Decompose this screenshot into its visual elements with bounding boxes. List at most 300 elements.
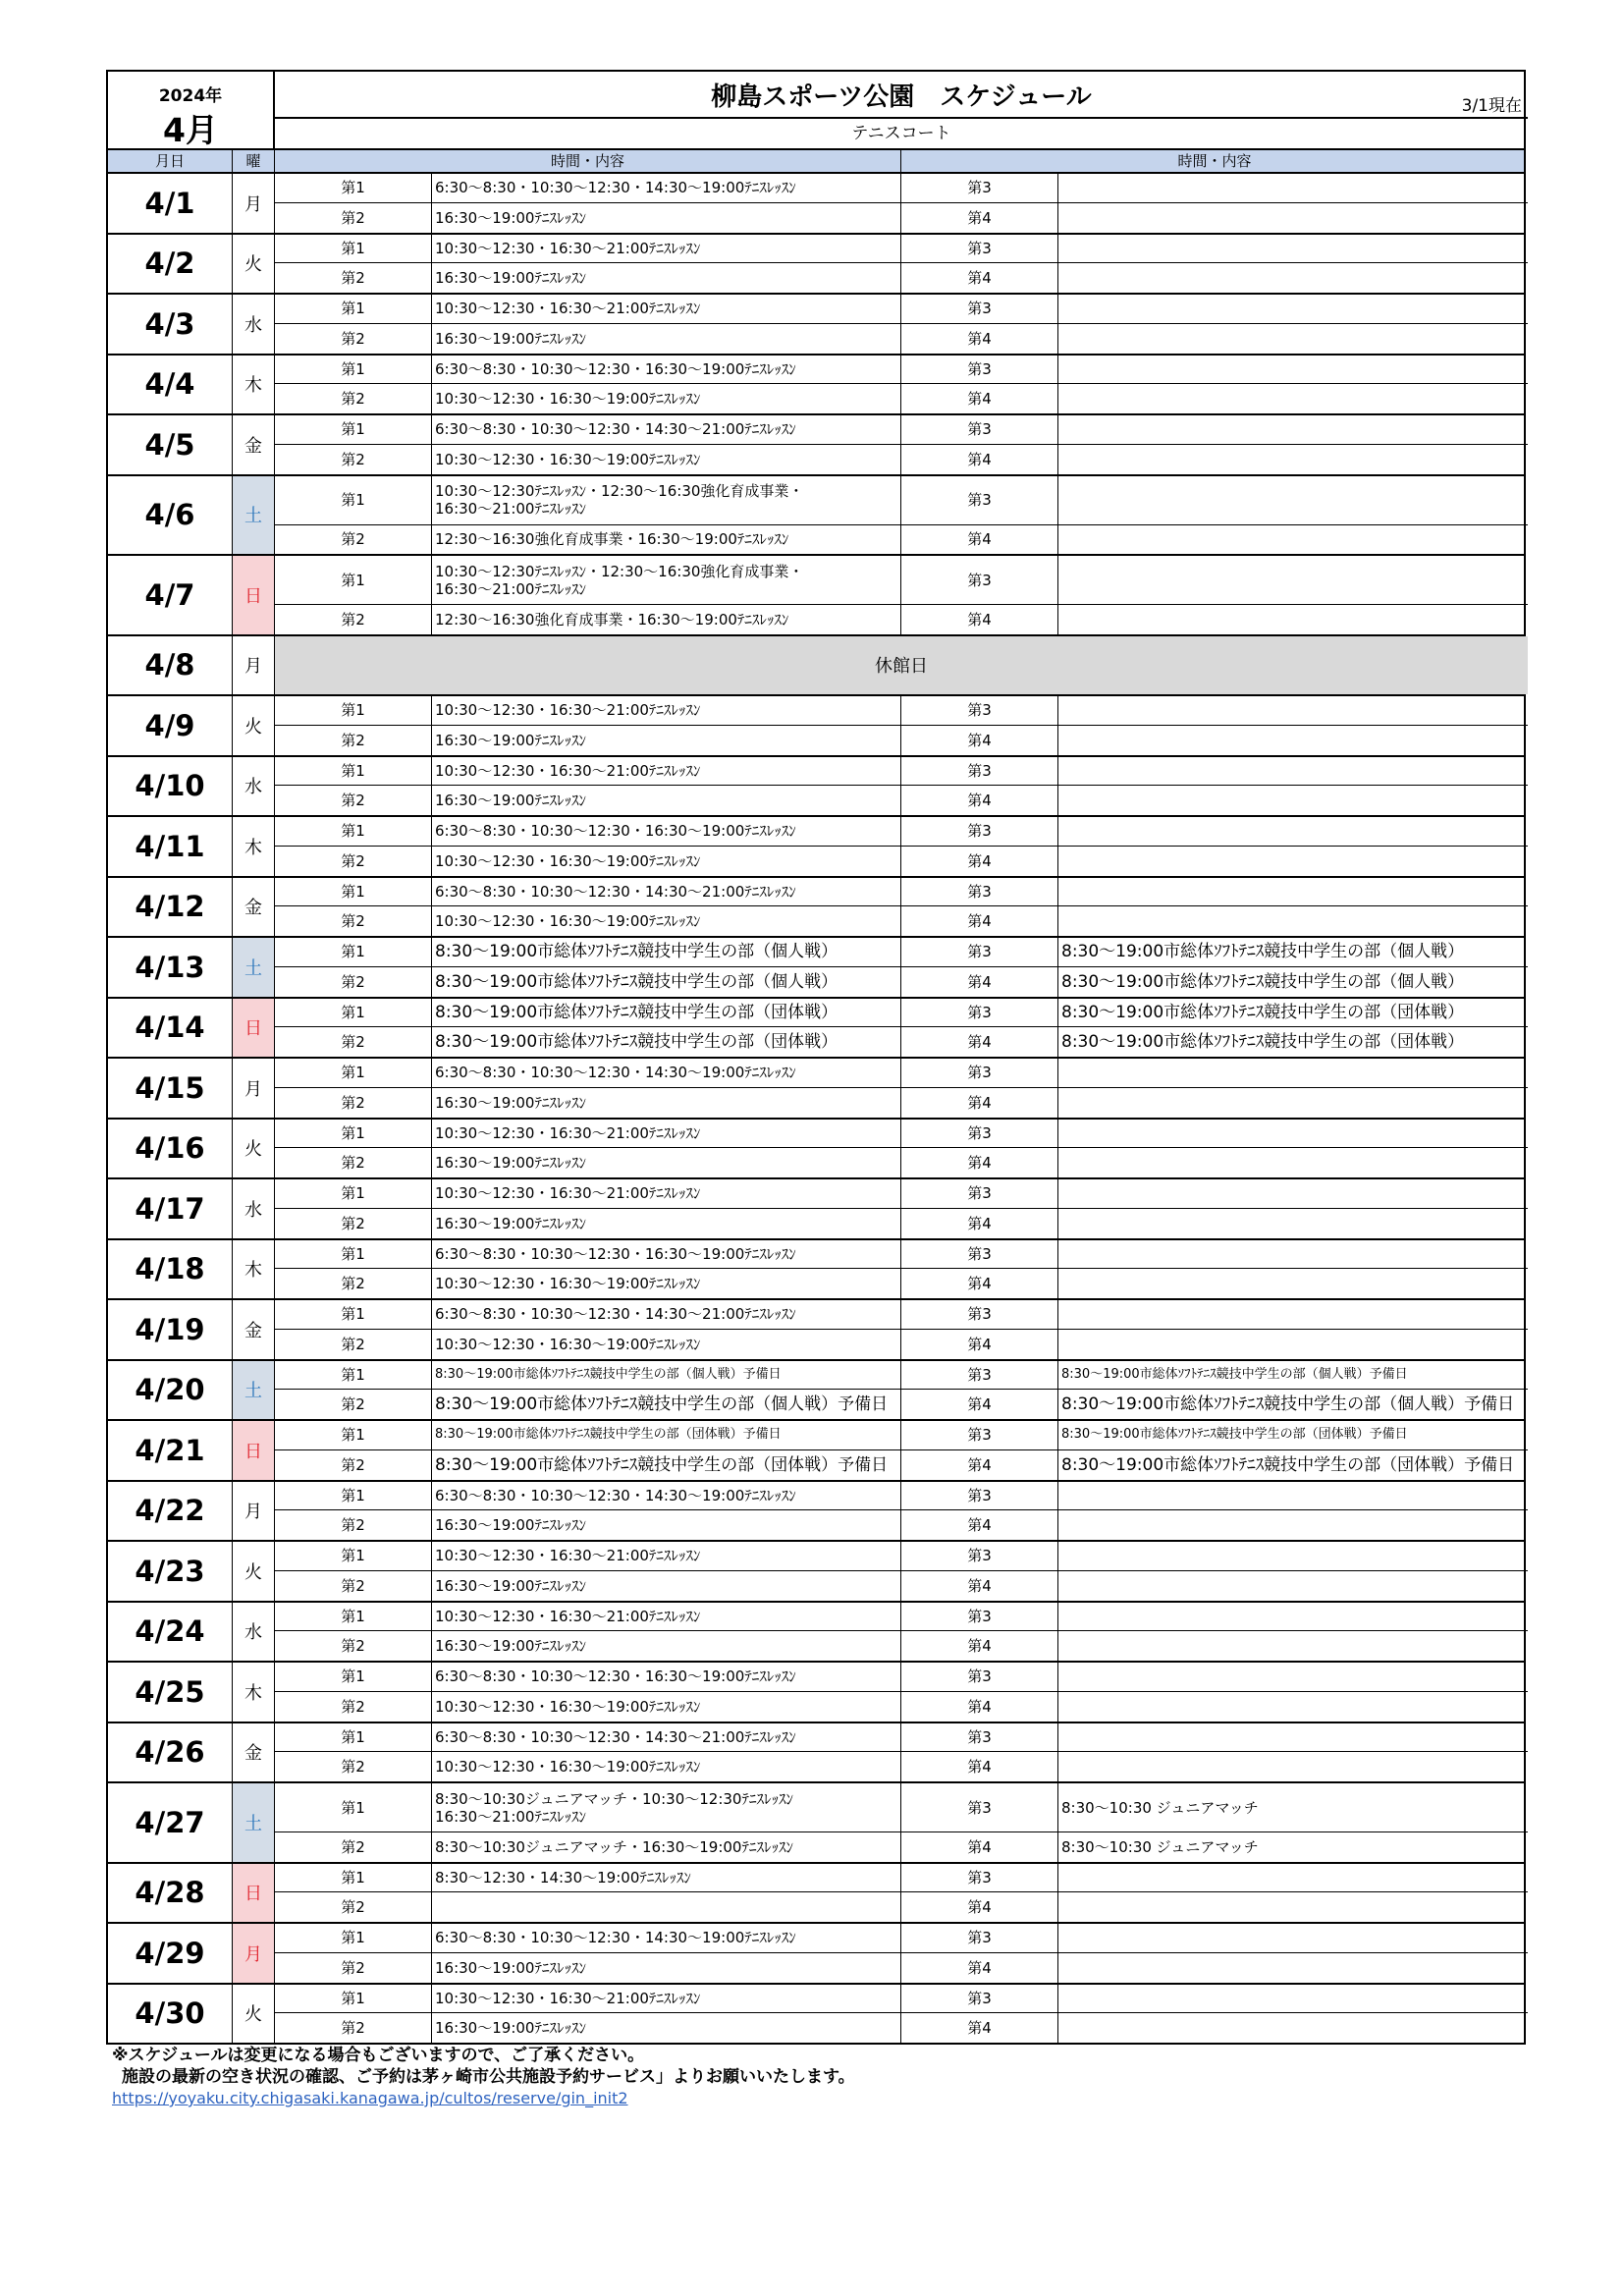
court-label: 第3 xyxy=(901,1421,1058,1449)
court-content: 12:30～16:30強化育成事業・16:30～19:00ﾃﾆｽﾚｯｽﾝ xyxy=(432,605,901,634)
court-schedule xyxy=(275,1240,1528,1299)
court-label: 第3 xyxy=(901,1723,1058,1752)
court-label: 第2 xyxy=(275,1390,432,1419)
court-content xyxy=(1058,906,1528,936)
court-content xyxy=(1058,384,1528,413)
day-row xyxy=(106,355,1526,416)
court-schedule xyxy=(275,235,1528,294)
court-content: 8:30～19:00市総体ｿﾌﾄﾃﾆｽ競技中学生の部（団体戦）予備日 xyxy=(1061,1427,1408,1443)
court-content: 6:30～8:30・10:30～12:30・14:30～19:00ﾃﾆｽﾚｯｽﾝ xyxy=(432,1482,901,1510)
court-label: 第4 xyxy=(901,2013,1058,2043)
day-row xyxy=(106,1421,1526,1482)
court-content: 10:30～12:30ﾃﾆｽﾚｯｽﾝ・12:30～16:30強化育成事業・ 16:30～21:00ﾃﾆｽﾚｯｽﾝ xyxy=(432,556,901,604)
court-label: 第2 xyxy=(275,1832,432,1862)
court-label: 第1 xyxy=(275,1300,432,1329)
court-content: 8:30～19:00市総体ｿﾌﾄﾃﾆｽ競技中学生の部（団体戦） xyxy=(432,999,901,1027)
court-content xyxy=(1058,1571,1528,1601)
court-label: 第1 xyxy=(275,235,432,263)
day-row xyxy=(106,174,1526,235)
day-of-week: 木 xyxy=(233,355,275,414)
court-content xyxy=(1058,1300,1528,1329)
court-pair-row xyxy=(275,1692,1528,1722)
court-label: 第4 xyxy=(901,786,1058,815)
day-of-week: 月 xyxy=(233,636,275,695)
court-label: 第4 xyxy=(901,1510,1058,1540)
court-schedule xyxy=(275,1603,1528,1662)
court-content: 10:30～12:30・16:30～21:00ﾃﾆｽﾚｯｽﾝ xyxy=(432,1985,901,2013)
court-content xyxy=(1058,203,1528,233)
court-content xyxy=(1058,1482,1528,1510)
day-date: 4/20 xyxy=(108,1361,233,1420)
column-header-dow: 曜 xyxy=(233,150,275,172)
court-pair-row xyxy=(275,1059,1528,1088)
day-row xyxy=(106,1723,1526,1784)
court-label: 第3 xyxy=(901,696,1058,725)
court-pair-row xyxy=(275,1390,1528,1419)
court-content xyxy=(1058,556,1528,604)
court-pair-row xyxy=(275,1361,1528,1391)
day-of-week: 水 xyxy=(233,295,275,354)
court-label: 第1 xyxy=(275,1240,432,1269)
court-content xyxy=(1058,1120,1528,1148)
court-content: 8:30～19:00市総体ｿﾌﾄﾃﾆｽ競技中学生の部（団体戦） xyxy=(1061,1032,1465,1053)
court-schedule xyxy=(275,878,1528,937)
court-pair-row xyxy=(275,1300,1528,1330)
court-content xyxy=(1058,2013,1528,2043)
day-of-week: 日 xyxy=(233,1864,275,1923)
day-date: 4/18 xyxy=(108,1240,233,1299)
court-content: 8:30～10:30 ジュニアマッチ xyxy=(1061,1798,1259,1817)
day-of-week: 月 xyxy=(233,174,275,233)
court-label: 第2 xyxy=(275,1330,432,1359)
court-label: 第4 xyxy=(901,847,1058,876)
court-content: 8:30～19:00市総体ｿﾌﾄﾃﾆｽ競技中学生の部（個人戦）予備日 xyxy=(432,1361,901,1390)
day-date: 4/2 xyxy=(108,235,233,294)
court-label: 第1 xyxy=(275,1924,432,1952)
day-date: 4/10 xyxy=(108,757,233,816)
day-row xyxy=(106,1542,1526,1603)
court-label: 第4 xyxy=(901,726,1058,755)
page-title: 柳島スポーツ公園 スケジュール xyxy=(275,78,1528,119)
court-content: 16:30～19:00ﾃﾆｽﾚｯｽﾝ xyxy=(432,1088,901,1118)
court-label: 第3 xyxy=(901,476,1058,524)
court-pair-row xyxy=(275,999,1528,1028)
court-schedule xyxy=(275,1059,1528,1118)
note-change-disclaimer: ※スケジュールは変更になる場合もございますので、ご了承ください。 xyxy=(112,2046,645,2065)
day-date: 4/27 xyxy=(108,1783,233,1862)
court-content: 8:30～19:00市総体ｿﾌﾄﾃﾆｽ競技中学生の部（団体戦）予備日 xyxy=(1061,1454,1515,1475)
court-pair-row xyxy=(275,525,1528,555)
day-row xyxy=(106,1663,1526,1723)
court-content: 12:30～16:30強化育成事業・16:30～19:00ﾃﾆｽﾚｯｽﾝ xyxy=(432,525,901,555)
court-content: 6:30～8:30・10:30～12:30・14:30～19:00ﾃﾆｽﾚｯｽﾝ xyxy=(432,174,901,202)
court-pair-row xyxy=(275,556,1528,605)
day-date: 4/24 xyxy=(108,1603,233,1662)
court-label: 第3 xyxy=(901,415,1058,444)
court-content: 6:30～8:30・10:30～12:30・14:30～21:00ﾃﾆｽﾚｯｽﾝ xyxy=(432,1723,901,1752)
day-of-week: 火 xyxy=(233,1542,275,1601)
court-label: 第2 xyxy=(275,1631,432,1661)
day-date: 4/28 xyxy=(108,1864,233,1923)
court-schedule xyxy=(275,938,1528,997)
day-of-week: 木 xyxy=(233,1663,275,1722)
court-pair-row xyxy=(275,2013,1528,2043)
court-pair-row xyxy=(275,1924,1528,1953)
court-label: 第3 xyxy=(901,1059,1058,1087)
court-label: 第3 xyxy=(901,1864,1058,1892)
day-date: 4/9 xyxy=(108,696,233,755)
day-of-week: 月 xyxy=(233,1482,275,1541)
court-label: 第1 xyxy=(275,878,432,906)
court-content: 10:30～12:30・16:30～21:00ﾃﾆｽﾚｯｽﾝ xyxy=(432,1120,901,1148)
court-content xyxy=(1058,295,1528,323)
court-content: 10:30～12:30・16:30～21:00ﾃﾆｽﾚｯｽﾝ xyxy=(432,696,901,725)
day-date: 4/8 xyxy=(108,636,233,695)
court-pair-row xyxy=(275,295,1528,324)
day-row xyxy=(106,757,1526,818)
court-schedule xyxy=(275,817,1528,876)
court-label: 第3 xyxy=(901,355,1058,384)
court-label: 第3 xyxy=(901,1985,1058,2013)
day-date: 4/29 xyxy=(108,1924,233,1983)
court-label: 第4 xyxy=(901,384,1058,413)
court-pair-row xyxy=(275,1088,1528,1118)
court-pair-row xyxy=(275,1723,1528,1753)
day-of-week: 金 xyxy=(233,878,275,937)
court-pair-row xyxy=(275,263,1528,293)
court-label: 第2 xyxy=(275,726,432,755)
court-label: 第4 xyxy=(901,906,1058,936)
court-pair-row xyxy=(275,847,1528,876)
court-content: 8:30～12:30・14:30～19:00ﾃﾆｽﾚｯｽﾝ xyxy=(432,1864,901,1892)
court-content: 6:30～8:30・10:30～12:30・14:30～21:00ﾃﾆｽﾚｯｽﾝ xyxy=(432,415,901,444)
court-content: 10:30～12:30・16:30～21:00ﾃﾆｽﾚｯｽﾝ xyxy=(432,1542,901,1570)
day-row xyxy=(106,696,1526,757)
court-label: 第2 xyxy=(275,1752,432,1781)
court-label: 第3 xyxy=(901,1924,1058,1952)
court-pair-row xyxy=(275,726,1528,755)
court-label: 第2 xyxy=(275,1953,432,1983)
court-content: 16:30～19:00ﾃﾆｽﾚｯｽﾝ xyxy=(432,1209,901,1238)
court-schedule xyxy=(275,1985,1528,2044)
court-content xyxy=(1058,235,1528,263)
court-content xyxy=(1058,1864,1528,1892)
day-date: 4/3 xyxy=(108,295,233,354)
title-cell xyxy=(275,72,1528,148)
court-schedule xyxy=(275,476,1528,555)
court-content xyxy=(1058,324,1528,354)
court-label: 第4 xyxy=(901,1752,1058,1781)
day-of-week: 火 xyxy=(233,235,275,294)
court-content: 8:30～19:00市総体ｿﾌﾄﾃﾆｽ競技中学生の部（個人戦） xyxy=(1061,942,1465,962)
court-label: 第3 xyxy=(901,1120,1058,1148)
court-pair-row xyxy=(275,967,1528,997)
court-content: 16:30～19:00ﾃﾆｽﾚｯｽﾝ xyxy=(432,1953,901,1983)
court-label: 第2 xyxy=(275,786,432,815)
court-schedule xyxy=(275,1179,1528,1238)
day-of-week: 日 xyxy=(233,556,275,634)
court-content: 10:30～12:30・16:30～21:00ﾃﾆｽﾚｯｽﾝ xyxy=(432,235,901,263)
court-schedule xyxy=(275,1924,1528,1983)
court-content xyxy=(1058,757,1528,786)
court-schedule xyxy=(275,1663,1528,1722)
court-pair-row xyxy=(275,203,1528,233)
column-header-content-right: 時間・内容 xyxy=(1177,152,1252,170)
court-content: 10:30～12:30・16:30～19:00ﾃﾆｽﾚｯｽﾝ xyxy=(432,1692,901,1722)
day-date: 4/23 xyxy=(108,1542,233,1601)
court-content: 8:30～10:30ジュニアマッチ・10:30～12:30ﾃﾆｽﾚｯｽﾝ 16:30～21:00ﾃﾆｽﾚｯｽﾝ xyxy=(432,1783,901,1831)
day-date: 4/21 xyxy=(108,1421,233,1480)
court-label: 第4 xyxy=(901,324,1058,354)
court-content: 10:30～12:30・16:30～19:00ﾃﾆｽﾚｯｽﾝ xyxy=(432,445,901,474)
court-label: 第2 xyxy=(275,324,432,354)
day-row xyxy=(106,295,1526,355)
court-content xyxy=(1058,415,1528,444)
court-pair-row xyxy=(275,1542,1528,1571)
day-date: 4/1 xyxy=(108,174,233,233)
court-content xyxy=(1058,1752,1528,1781)
court-label: 第4 xyxy=(901,967,1058,997)
court-content xyxy=(1058,1631,1528,1661)
court-pair-row xyxy=(275,1953,1528,1983)
court-pair-row xyxy=(275,786,1528,815)
day-date: 4/6 xyxy=(108,476,233,555)
court-label: 第4 xyxy=(901,1330,1058,1359)
court-content: 10:30～12:30・16:30～21:00ﾃﾆｽﾚｯｽﾝ xyxy=(432,1179,901,1208)
court-pair-row xyxy=(275,1330,1528,1359)
reservation-link[interactable]: https://yoyaku.city.chigasaki.kanagawa.jp/cultos/reserve/gin_init2 xyxy=(112,2089,628,2107)
court-content xyxy=(1058,1148,1528,1177)
court-pair-row xyxy=(275,1631,1528,1661)
court-label: 第1 xyxy=(275,355,432,384)
court-label: 第4 xyxy=(901,605,1058,634)
court-pair-row xyxy=(275,476,1528,525)
day-of-week: 水 xyxy=(233,1179,275,1238)
court-schedule xyxy=(275,556,1528,634)
court-pair-row xyxy=(275,605,1528,634)
court-content: 8:30～19:00市総体ｿﾌﾄﾃﾆｽ競技中学生の部（団体戦）予備日 xyxy=(432,1450,901,1480)
day-date: 4/22 xyxy=(108,1482,233,1541)
day-row xyxy=(106,817,1526,878)
court-label: 第1 xyxy=(275,817,432,846)
court-label: 第3 xyxy=(901,235,1058,263)
court-label: 第1 xyxy=(275,696,432,725)
court-content: 10:30～12:30・16:30～19:00ﾃﾆｽﾚｯｽﾝ xyxy=(432,1752,901,1781)
court-label: 第3 xyxy=(901,174,1058,202)
day-row xyxy=(106,1482,1526,1543)
day-date: 4/30 xyxy=(108,1985,233,2044)
day-date: 4/15 xyxy=(108,1059,233,1118)
court-label: 第4 xyxy=(901,1631,1058,1661)
court-label: 第1 xyxy=(275,1542,432,1570)
court-label: 第1 xyxy=(275,295,432,323)
court-content: 8:30～19:00市総体ｿﾌﾄﾃﾆｽ競技中学生の部（団体戦） xyxy=(1061,1002,1465,1022)
court-label: 第1 xyxy=(275,757,432,786)
day-row xyxy=(106,1864,1526,1925)
court-content xyxy=(1058,1209,1528,1238)
court-label: 第4 xyxy=(901,1027,1058,1057)
day-row xyxy=(106,1240,1526,1301)
court-content xyxy=(1058,817,1528,846)
day-of-week: 火 xyxy=(233,696,275,755)
court-label: 第4 xyxy=(901,1692,1058,1722)
court-content: 8:30～19:00市総体ｿﾌﾄﾃﾆｽ競技中学生の部（個人戦） xyxy=(432,967,901,997)
court-label: 第2 xyxy=(275,1892,432,1922)
court-content: 10:30～12:30ﾃﾆｽﾚｯｽﾝ・12:30～16:30強化育成事業・ 16:30～21:00ﾃﾆｽﾚｯｽﾝ xyxy=(432,476,901,524)
day-date: 4/16 xyxy=(108,1120,233,1178)
court-content xyxy=(1058,605,1528,634)
day-date: 4/17 xyxy=(108,1179,233,1238)
court-content: 16:30～19:00ﾃﾆｽﾚｯｽﾝ xyxy=(432,1571,901,1601)
court-schedule xyxy=(275,295,1528,354)
court-pair-row xyxy=(275,1832,1528,1862)
day-date: 4/12 xyxy=(108,878,233,937)
court-label: 第4 xyxy=(901,203,1058,233)
day-of-week: 水 xyxy=(233,757,275,816)
day-date: 4/26 xyxy=(108,1723,233,1782)
court-content: 16:30～19:00ﾃﾆｽﾚｯｽﾝ xyxy=(432,203,901,233)
court-pair-row xyxy=(275,938,1528,967)
court-content: 6:30～8:30・10:30～12:30・14:30～19:00ﾃﾆｽﾚｯｽﾝ xyxy=(432,1924,901,1952)
court-label: 第4 xyxy=(901,445,1058,474)
column-header-date: 月日 xyxy=(108,150,233,172)
day-row xyxy=(106,1603,1526,1664)
court-pair-row xyxy=(275,1783,1528,1832)
court-pair-row xyxy=(275,174,1528,203)
court-content: 8:30～19:00市総体ｿﾌﾄﾃﾆｽ競技中学生の部（個人戦） xyxy=(432,938,901,966)
court-content: 8:30～19:00市総体ｿﾌﾄﾃﾆｽ競技中学生の部（団体戦）予備日 xyxy=(432,1421,901,1449)
court-content: 16:30～19:00ﾃﾆｽﾚｯｽﾝ xyxy=(432,726,901,755)
court-pair-row xyxy=(275,1027,1528,1057)
court-content: 6:30～8:30・10:30～12:30・16:30～19:00ﾃﾆｽﾚｯｽﾝ xyxy=(432,355,901,384)
year-label: 2024年 xyxy=(158,86,223,106)
court-content: 10:30～12:30・16:30～21:00ﾃﾆｽﾚｯｽﾝ xyxy=(432,1603,901,1631)
court-schedule xyxy=(275,1421,1528,1480)
day-date: 4/11 xyxy=(108,817,233,876)
court-pair-row xyxy=(275,384,1528,413)
court-pair-row xyxy=(275,1864,1528,1893)
court-schedule xyxy=(275,1542,1528,1601)
court-pair-row xyxy=(275,1209,1528,1238)
court-label: 第4 xyxy=(901,1892,1058,1922)
court-pair-row xyxy=(275,1603,1528,1632)
court-label: 第2 xyxy=(275,1148,432,1177)
day-of-week: 金 xyxy=(233,1300,275,1359)
day-row xyxy=(106,1361,1526,1422)
day-of-week: 金 xyxy=(233,415,275,474)
court-label: 第2 xyxy=(275,906,432,936)
day-date: 4/5 xyxy=(108,415,233,474)
court-schedule xyxy=(275,174,1528,233)
day-date: 4/13 xyxy=(108,938,233,997)
day-date: 4/14 xyxy=(108,999,233,1058)
court-content: 8:30～19:00市総体ｿﾌﾄﾃﾆｽ競技中学生の部（個人戦）予備日 xyxy=(432,1390,901,1419)
closed-day-cell: 休館日 xyxy=(275,636,1528,695)
court-pair-row xyxy=(275,906,1528,936)
court-content xyxy=(1058,263,1528,293)
court-content xyxy=(1058,1240,1528,1269)
court-pair-row xyxy=(275,1148,1528,1177)
court-pair-row xyxy=(275,1571,1528,1601)
court-label: 第2 xyxy=(275,2013,432,2043)
court-schedule xyxy=(275,999,1528,1058)
court-label: 第1 xyxy=(275,1421,432,1449)
court-label: 第1 xyxy=(275,476,432,524)
court-label: 第3 xyxy=(901,1542,1058,1570)
court-content: 8:30～19:00市総体ｿﾌﾄﾃﾆｽ競技中学生の部（団体戦） xyxy=(432,1027,901,1057)
court-content: 10:30～12:30・16:30～19:00ﾃﾆｽﾚｯｽﾝ xyxy=(432,906,901,936)
day-of-week: 月 xyxy=(233,1059,275,1118)
court-pair-row xyxy=(275,1892,1528,1922)
day-row xyxy=(106,1300,1526,1361)
sheet-header xyxy=(106,70,1526,148)
court-content: 6:30～8:30・10:30～12:30・14:30～19:00ﾃﾆｽﾚｯｽﾝ xyxy=(432,1059,901,1087)
court-content xyxy=(1058,696,1528,725)
court-content: 16:30～19:00ﾃﾆｽﾚｯｽﾝ xyxy=(432,1631,901,1661)
court-label: 第2 xyxy=(275,1209,432,1238)
court-label: 第1 xyxy=(275,1179,432,1208)
day-row xyxy=(106,1059,1526,1120)
court-label: 第1 xyxy=(275,1985,432,2013)
day-of-week: 金 xyxy=(233,1723,275,1782)
court-pair-row xyxy=(275,324,1528,354)
court-content xyxy=(1058,1059,1528,1087)
day-date: 4/19 xyxy=(108,1300,233,1359)
court-label: 第2 xyxy=(275,1088,432,1118)
day-row xyxy=(106,938,1526,999)
court-content: 10:30～12:30・16:30～19:00ﾃﾆｽﾚｯｽﾝ xyxy=(432,847,901,876)
court-content: 8:30～10:30 ジュニアマッチ xyxy=(1061,1837,1259,1856)
day-of-week: 火 xyxy=(233,1985,275,2044)
court-label: 第3 xyxy=(901,1179,1058,1208)
court-content: 16:30～19:00ﾃﾆｽﾚｯｽﾝ xyxy=(432,1510,901,1540)
court-content xyxy=(1058,1179,1528,1208)
court-content: 10:30～12:30・16:30～21:00ﾃﾆｽﾚｯｽﾝ xyxy=(432,757,901,786)
court-label: 第3 xyxy=(901,757,1058,786)
court-pair-row xyxy=(275,355,1528,385)
day-of-week: 木 xyxy=(233,1240,275,1299)
court-schedule xyxy=(275,1361,1528,1420)
court-label: 第4 xyxy=(901,1953,1058,1983)
day-of-week: 土 xyxy=(233,938,275,997)
court-label: 第1 xyxy=(275,1783,432,1831)
court-label: 第1 xyxy=(275,1663,432,1691)
court-label: 第3 xyxy=(901,1663,1058,1691)
month-label: 4月 xyxy=(163,111,218,149)
court-label: 第1 xyxy=(275,1603,432,1631)
schedule-sheet xyxy=(106,70,1526,2045)
court-content: 6:30～8:30・10:30～12:30・16:30～19:00ﾃﾆｽﾚｯｽﾝ xyxy=(432,817,901,846)
court-content: 6:30～8:30・10:30～12:30・14:30～21:00ﾃﾆｽﾚｯｽﾝ xyxy=(432,1300,901,1329)
court-content xyxy=(1058,476,1528,524)
court-label: 第1 xyxy=(275,1864,432,1892)
court-label: 第4 xyxy=(901,525,1058,555)
court-content xyxy=(1058,1269,1528,1298)
court-label: 第2 xyxy=(275,1450,432,1480)
court-label: 第1 xyxy=(275,999,432,1027)
day-of-week: 日 xyxy=(233,1421,275,1480)
court-content xyxy=(1058,1692,1528,1722)
court-label: 第1 xyxy=(275,938,432,966)
court-label: 第2 xyxy=(275,1692,432,1722)
court-content xyxy=(1058,174,1528,202)
day-of-week: 月 xyxy=(233,1924,275,1983)
court-label: 第2 xyxy=(275,605,432,634)
day-row xyxy=(106,636,1526,697)
court-label: 第4 xyxy=(901,263,1058,293)
day-row xyxy=(106,476,1526,557)
court-label: 第3 xyxy=(901,295,1058,323)
